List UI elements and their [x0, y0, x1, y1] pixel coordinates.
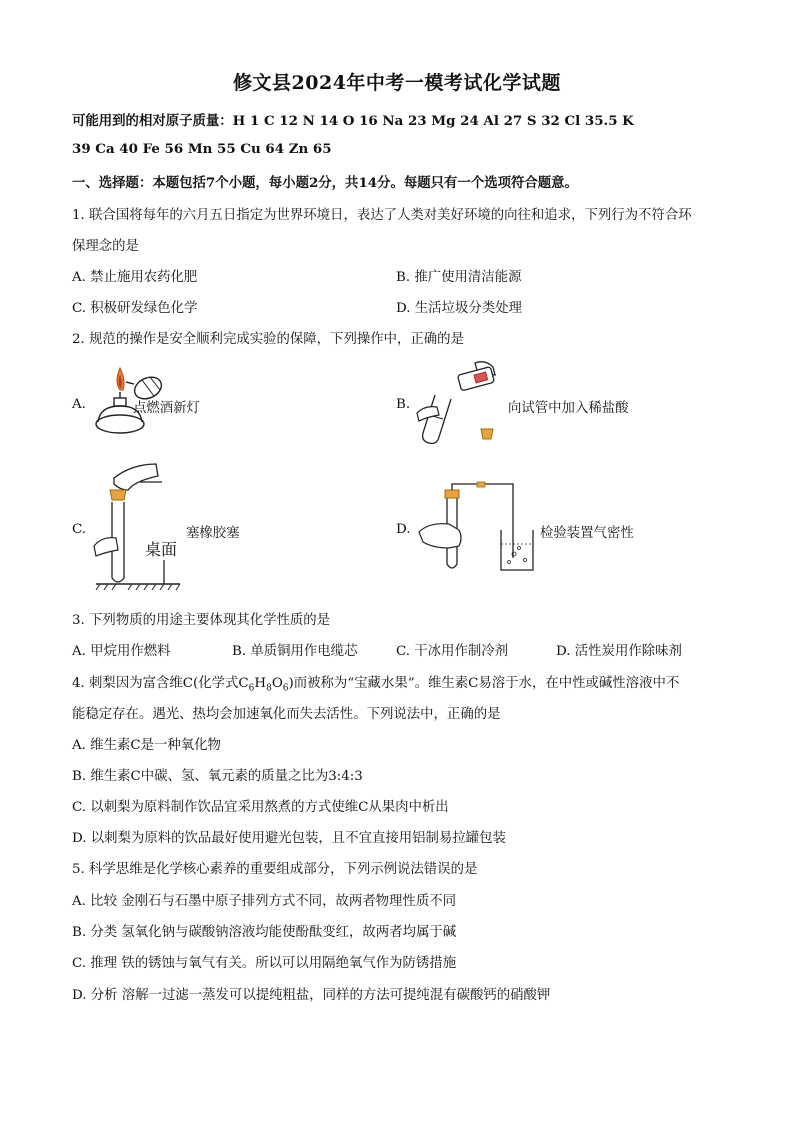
q2-option-c-letter: C.	[72, 522, 87, 537]
atomic-mass-line-2: 39 Ca 40 Fe 56 Mn 55 Cu 64 Zn 65	[72, 141, 332, 157]
q5-stem: 5. 科学思维是化学核心素养的重要组成部分，下列示例说法错误的是	[72, 862, 478, 877]
q2-option-b-letter: B.	[396, 397, 411, 412]
q4-option-c: C. 以刺梨为原料制作饮品宜采用熬煮的方式使维C从果肉中析出	[72, 800, 449, 815]
q2-stem: 2. 规范的操作是安全顺利完成实验的保障，下列操作中，正确的是	[72, 332, 464, 347]
q5-option-d: D. 分析 溶解一过滤一蒸发可以提纯粗盐，同样的方法可提纯混有碳酸钙的硝酸钾	[72, 988, 551, 1003]
q4-stem-line-2: 能稳定存在。遇光、热均会加速氧化而失去活性。下列说法中，正确的是	[72, 707, 501, 722]
q2-option-a-letter: A.	[72, 397, 86, 412]
q1-option-c: C. 积极研发绿色化学	[72, 301, 198, 316]
q5-option-b: B. 分类 氢氧化钠与碳酸钠溶液均能使酚酞变红，故两者均属于碱	[72, 925, 457, 940]
q1-option-d: D. 生活垃圾分类处理	[396, 301, 522, 316]
q3-option-b: B. 单质铜用作电缆芯	[232, 644, 358, 659]
q3-option-c: C. 干冰用作制冷剂	[396, 644, 509, 659]
page-title: 修文县2024年中考一模考试化学试题	[233, 72, 561, 94]
q2-option-c-desk-label: 桌面	[145, 540, 178, 559]
q1-stem-line-1: 1. 联合国将每年的六月五日指定为世界环境日，表达了人类对美好环境的向往和追求，下列行为不符合环	[72, 208, 692, 223]
pour-acid-illustration	[415, 355, 505, 450]
rubber-stopper-illustration	[92, 460, 182, 590]
q5-option-a: A. 比较 金刚石与石墨中原子排列方式不同，故两者物理性质不同	[72, 894, 456, 909]
q2-option-d-caption: 检验装置气密性	[540, 526, 634, 541]
q2-option-b-caption: 向试管中加入稀盐酸	[508, 401, 629, 416]
q2-option-d-letter: D.	[396, 522, 411, 537]
q4-option-d: D. 以刺梨为原料的饮品最好使用避光包装，且不宜直接用铝制易拉罐包装	[72, 831, 506, 846]
q5-option-c: C. 推理 铁的锈蚀与氧气有关。所以可以用隔绝氧气作为防锈措施	[72, 956, 457, 971]
q3-option-d: D. 活性炭用作除味剂	[556, 644, 682, 659]
q4-stem-line-1: 4. 刺梨因为富含维C(化学式$C_6H_8O_6$)而被称为“宝藏水果”。维生素C易溶于水，在中性或碱性溶液中不	[72, 676, 680, 694]
airtightness-illustration	[415, 482, 540, 577]
q4-option-b: B. 维生素C中碳、氢、氧元素的质量之比为3:4:3	[72, 769, 363, 784]
q3-stem: 3. 下列物质的用途主要体现其化学性质的是	[72, 613, 331, 628]
atomic-mass-line-1: 可能用到的相对原子质量：H 1 C 12 N 14 O 16 Na 23 Mg 24 Al 27 S 32 Cl 35.5 K	[72, 113, 634, 129]
q1-option-a: A. 禁止施用农药化肥	[72, 270, 198, 285]
q4-option-a: A. 维生素C是一种氧化物	[72, 738, 221, 753]
q1-stem-line-2: 保理念的是	[72, 239, 139, 254]
q2-option-c-caption: 塞橡胶塞	[186, 526, 240, 541]
q3-option-a: A. 甲烷用作燃料	[72, 644, 171, 659]
q2-option-a-caption: 点燃酒新灯	[133, 401, 200, 416]
q1-option-b: B. 推广使用清洁能源	[396, 270, 522, 285]
section-heading: 一、选择题：本题包括7个小题，每小题2分，共14分。每题只有一个选项符合题意。	[72, 175, 578, 191]
